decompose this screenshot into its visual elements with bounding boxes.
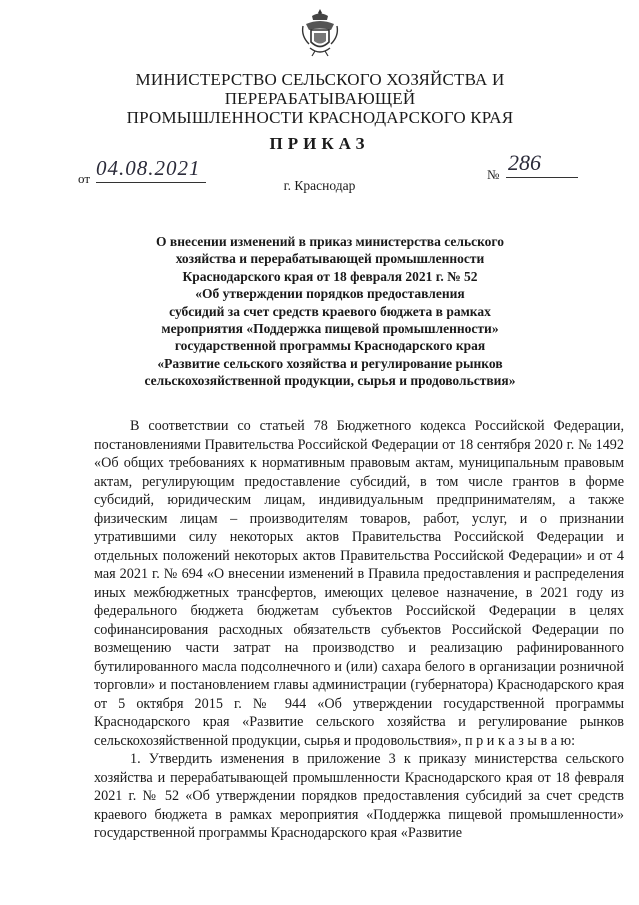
ministry-line-1: МИНИСТЕРСТВО СЕЛЬСКОГО ХОЗЯЙСТВА И ПЕРЕРАБАТЫВАЮЩЕЙ	[135, 70, 505, 108]
subject-line: сельскохозяйственной продукции, сырья и продовольствия»	[144, 373, 516, 389]
city: г. Краснодар	[283, 178, 356, 193]
subject-line: О внесении изменений в приказ министерства сельского	[156, 234, 504, 249]
subject-line: субсидий за счет средств краевого бюджета в рамках	[169, 303, 491, 319]
date-from-label: от	[78, 171, 91, 186]
preamble-paragraph: В соответствии со статьей 78 Бюджетного кодекса Российской Федерации, постановлениями Правительства Российской Федерации от 18 сентября 2020 г. № 1492 «Об общих требованиях к нормативным правовым актам, муниципальным правовым актам, регулирующим предоставление субсидий, в том числе грантов в форме субсидий, юридическим лицам, индивидуальным предпринимателям, а также физическим лицам – производителям товаров, работ, услуг, и о признании утратившими силу некоторых актов Правительства Российской Федерации и отдельных положений некоторых актов Правительства Российской Федерации» и от 4 мая 2021 г. № 694 «О внесении изменений в Правила предоставления и распределения иных межбюджетных трансфертов, имеющих целевое назначение, в 2021 году из федерального бюджета бюджетам субъектов Российской Федерации в целях софинансирования расходных обязательств субъектов Российской Федерации по возмещению части затрат на производство и реализацию рафинированного бутилированного масла подсолнечного и (или) сахара белого в организации розничной торговли» и постановлением главы администрации (губернатора) Краснодарского края от 5 октября 2015 г. № 944 «Об утверждении государственной программы Краснодарского края «Развитие сельского хозяйства и регулирование рынков сельскохозяйственной продукции, сырья и продовольствия», п р и к а з ы в а ю:	[94, 418, 624, 749]
ministry-name	[40, 70, 600, 127]
order-body	[94, 417, 624, 843]
subject-line: хозяйства и перерабатывающей промышленности	[175, 251, 485, 267]
order-subject	[130, 233, 530, 390]
subject-line: мероприятия «Поддержка пищевой промышленности»	[161, 321, 499, 337]
order-number-label: №	[487, 167, 500, 182]
coat-of-arms-icon	[300, 6, 340, 58]
subject-line: государственной программы Краснодарского края	[174, 338, 486, 354]
order-title: ПРИКАЗ	[269, 134, 370, 153]
subject-line: «Развитие сельского хозяйства и регулирование рынков	[157, 355, 503, 371]
ministry-line-2: ПРОМЫШЛЕННОСТИ КРАСНОДАРСКОГО КРАЯ	[126, 108, 514, 127]
order-number: 286	[508, 150, 541, 175]
subject-line: Краснодарского края от 18 февраля 2021 г. № 52	[182, 268, 478, 284]
order-date: 04.08.2021	[96, 156, 201, 180]
clause-1-paragraph: 1. Утвердить изменения в приложение 3 к приказу министерства сельского хозяйства и перерабатывающей промышленности Краснодарского края от 18 февраля 2021 г. № 52 «Об утверждении порядков предоставления субсидий за счет средств краевого бюджета в рамках мероприятия «Поддержка пищевой промышленности» государственной программы Краснодарского края «Развитие	[94, 751, 624, 841]
subject-line: «Об утверждении порядков предоставления	[195, 286, 465, 302]
